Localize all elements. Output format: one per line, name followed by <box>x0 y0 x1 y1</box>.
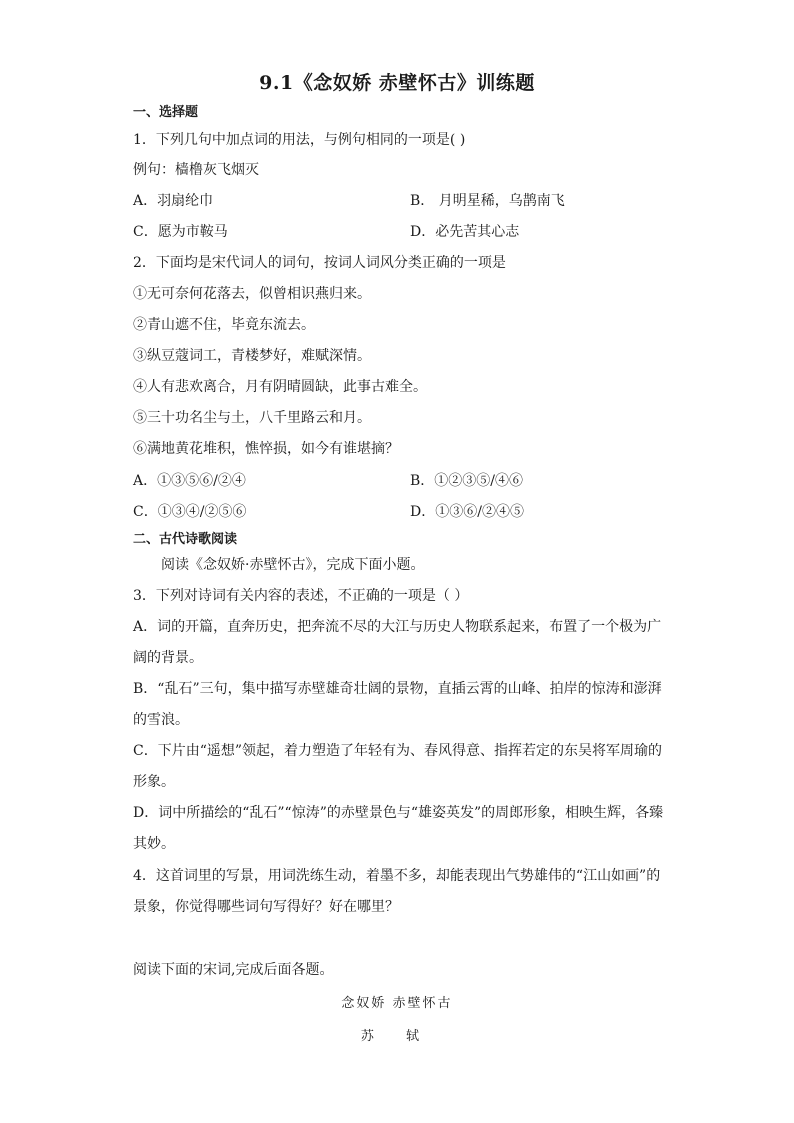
q3-stem: 3．下列对诗词有关内容的表述，不正确的一项是（ ） <box>133 588 469 604</box>
q4-line1: 4．这首词里的写景，用词洗练生动，着墨不多，却能表现出气势雄伟的“江山如画”的 <box>133 868 661 884</box>
poem-author: 苏 轼 <box>360 1029 434 1044</box>
page-title: 9.1《念奴娇 赤壁怀古》训练题 <box>259 72 535 94</box>
q1-stem: 1．下列几句中加点词的用法，与例句相同的一项是( ) <box>133 132 466 148</box>
q2-option-c: C．①③④/②⑤⑥ <box>133 504 247 520</box>
q2-option-a: A．①③⑤⑥/②④ <box>133 473 246 489</box>
q3-option-b-line1: B．“乱石”三句，集中描写赤壁雄奇壮阔的景物，直插云霄的山峰、拍岸的惊涛和澎湃 <box>133 681 662 697</box>
q3-option-a-line2: 阔的背景。 <box>133 650 203 666</box>
q3-option-c-line2: 形象。 <box>133 774 175 790</box>
section2-intro: 阅读《念奴娇·赤壁怀古》，完成下面小题。 <box>161 557 425 573</box>
q3-option-c-line1: C．下片由“遥想”领起，着力塑造了年轻有为、春风得意、指挥若定的东吴将军周瑜的 <box>133 743 663 759</box>
q3-option-d-line2: 其妙。 <box>133 836 175 852</box>
poem-title: 念奴娇 赤壁怀古 <box>341 996 453 1011</box>
q2-item-6: ⑥满地黄花堆积，憔悴损，如今有谁堪摘？ <box>133 441 399 457</box>
q2-item-5: ⑤三十功名尘与土，八千里路云和月。 <box>133 410 371 426</box>
q1-option-c: C．愿为市鞍马 <box>133 224 228 240</box>
q3-option-d-line1: D．词中所描绘的“乱石”“惊涛”的赤壁景色与“雄姿英发”的周郎形象，相映生辉，各臻 <box>133 805 664 821</box>
q2-option-d: D．①③⑥/②④⑤ <box>410 504 524 520</box>
q1-example: 例句：樯橹灰飞烟灭 <box>133 162 259 178</box>
section-heading-poetry: 二、古代诗歌阅读 <box>133 532 238 547</box>
q2-stem: 2．下面均是宋代词人的词句，按词人词风分类正确的一项是 <box>133 255 506 271</box>
q2-item-2: ②青山遮不住，毕竟东流去。 <box>133 317 315 333</box>
q2-item-3: ③纵豆蔻词工，青楼梦好，难赋深情。 <box>133 348 371 364</box>
q2-item-4: ④人有悲欢离合，月有阴晴圆缺，此事古难全。 <box>133 379 427 395</box>
q2-option-b: B．①②③⑤/④⑥ <box>410 473 524 489</box>
q4-line2: 景象，你觉得哪些词句写得好？好在哪里？ <box>133 899 399 915</box>
q1-option-b: B． 月明星稀，乌鹊南飞 <box>410 193 565 209</box>
q1-option-a: A．羽扇纶巾 <box>133 193 214 209</box>
q2-item-1: ①无可奈何花落去，似曾相识燕归来。 <box>133 286 371 302</box>
q3-option-a-line1: A．词的开篇，直奔历史，把奔流不尽的大江与历史人物联系起来，布置了一个极为广 <box>133 619 662 635</box>
reading-intro: 阅读下面的宋词,完成后面各题。 <box>133 962 334 978</box>
q1-option-d: D．必先苦其心志 <box>410 224 520 240</box>
q3-option-b-line2: 的雪浪。 <box>133 712 189 728</box>
section-heading-choice: 一、选择题 <box>133 105 199 120</box>
